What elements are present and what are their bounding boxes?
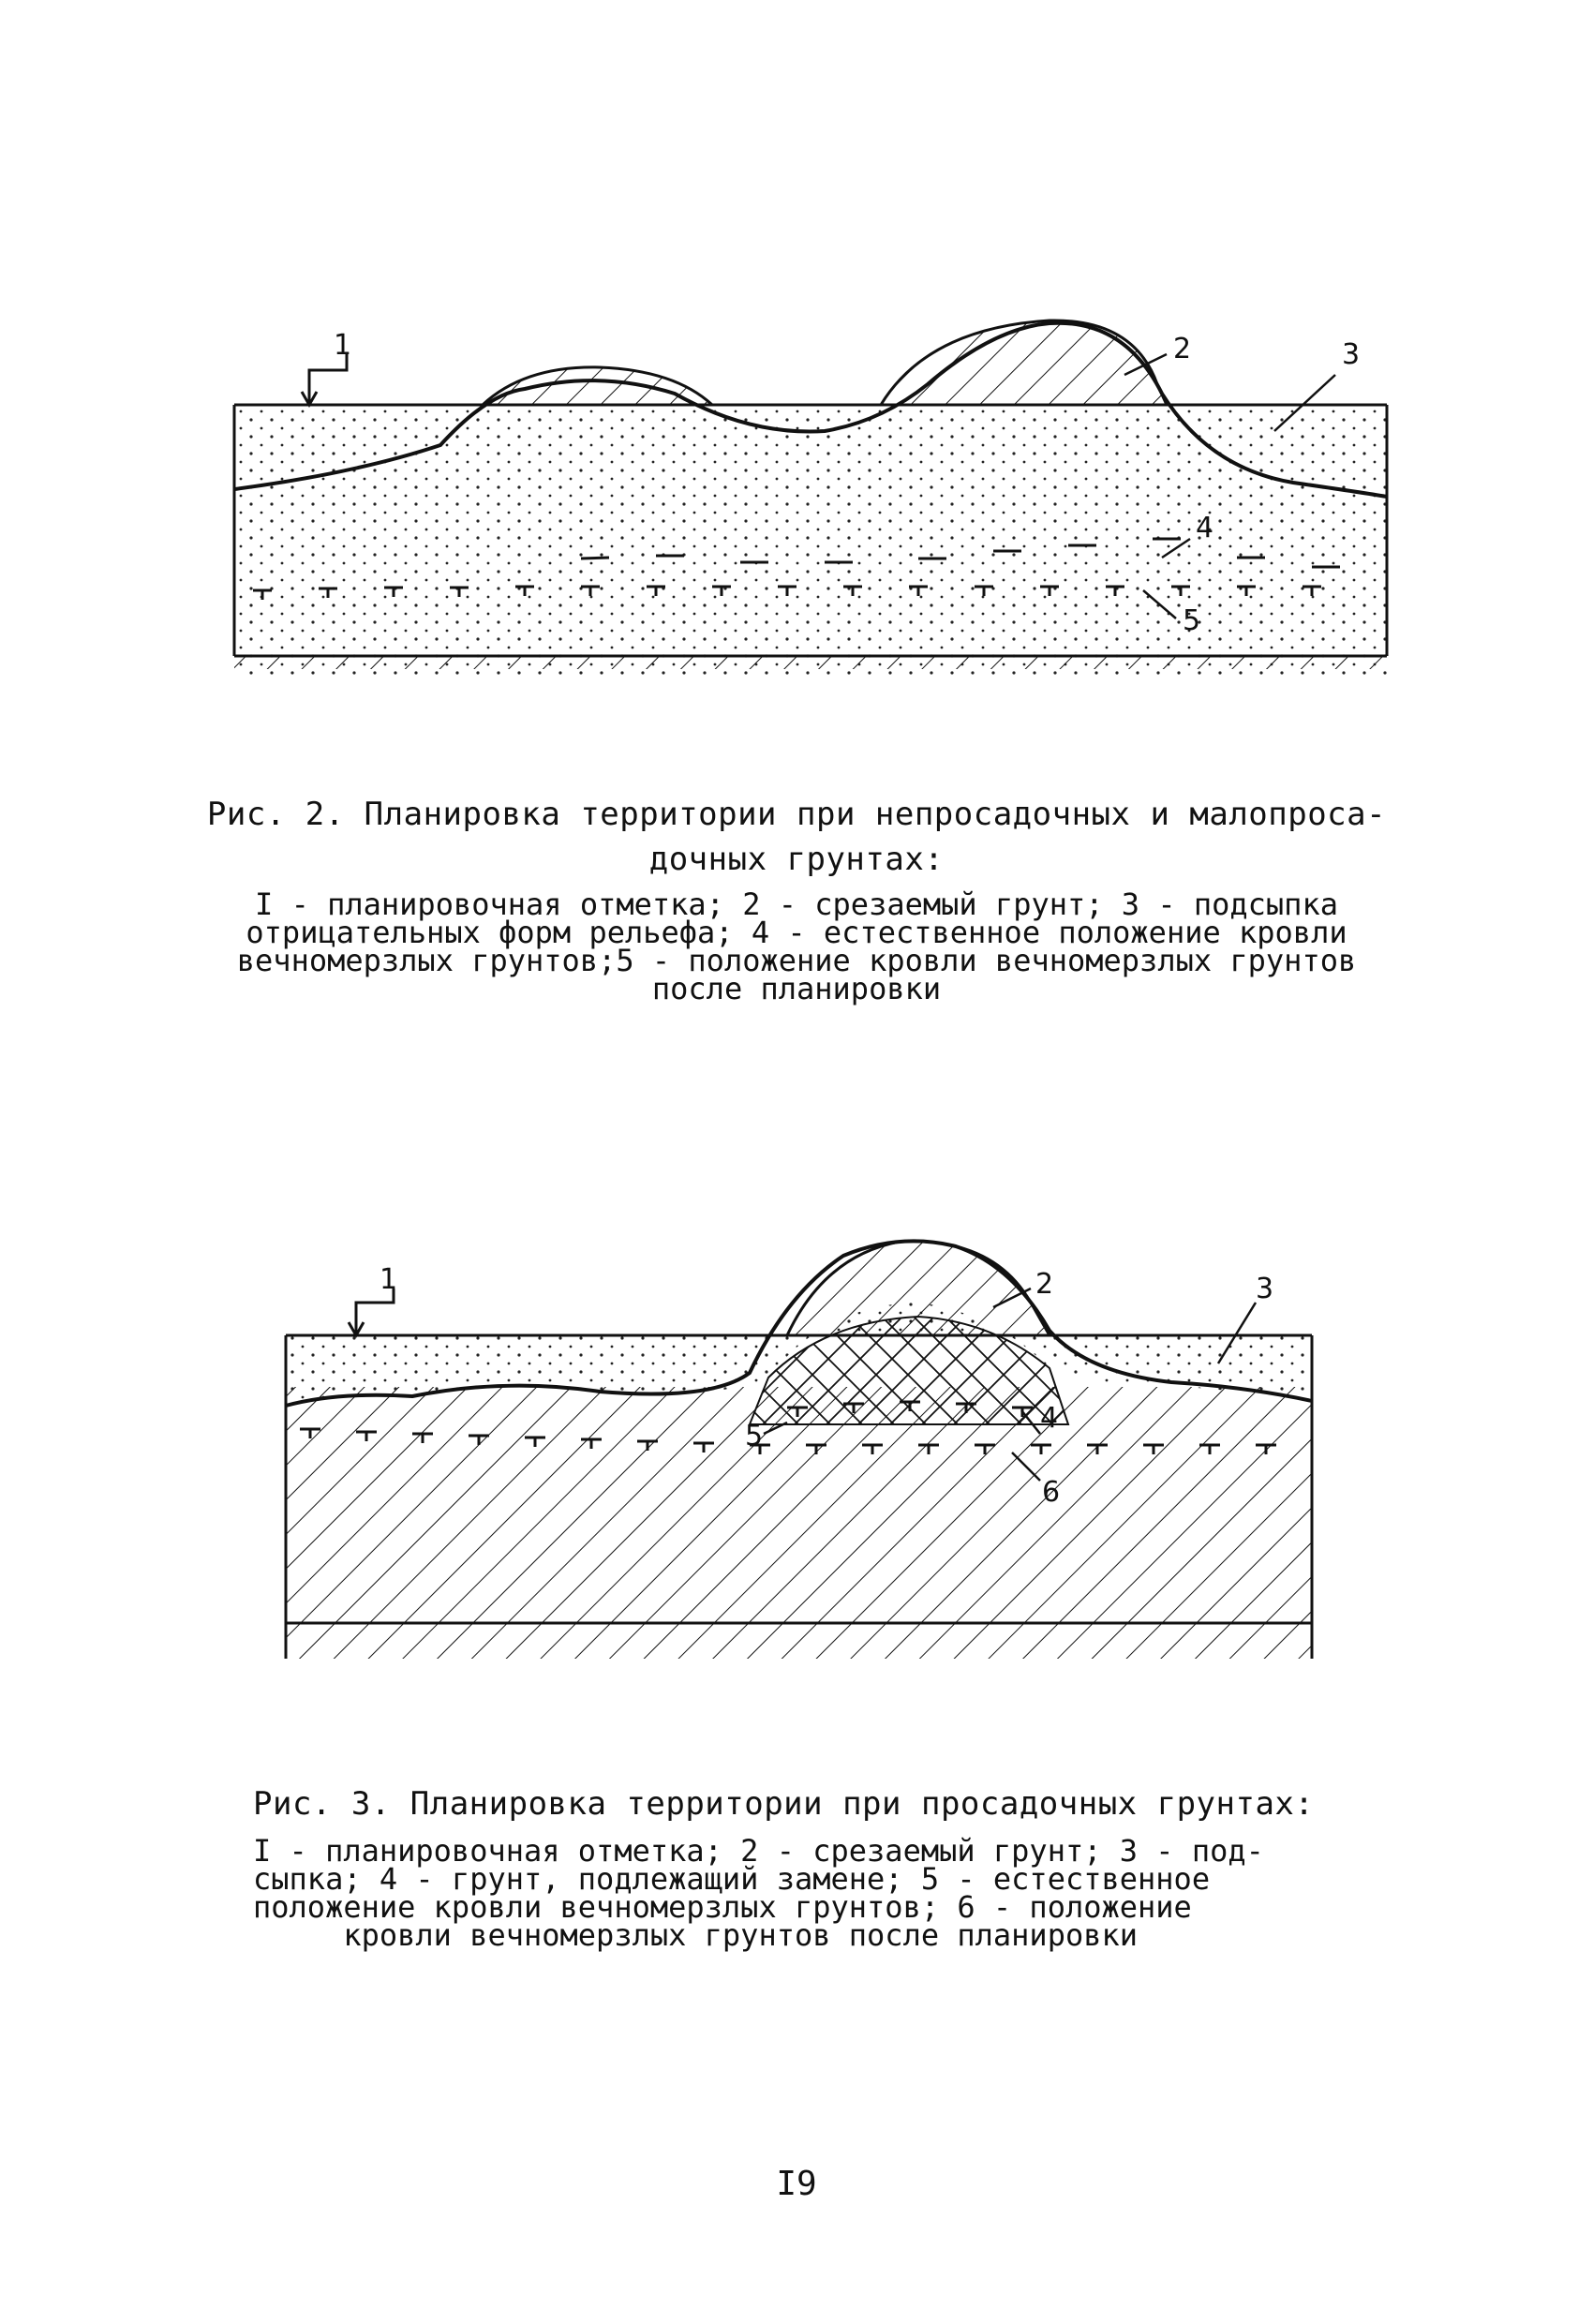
label-4: 4	[1196, 512, 1214, 544]
legend-line: кровли вечномерзлых грунтов после планировки	[253, 1917, 1139, 1953]
legend-line: I - планировочная отметка; 2 - срезаемый грунт; 3 - подсыпка	[255, 886, 1338, 922]
label-4: 4	[1040, 1402, 1059, 1435]
figure-2-legend	[192, 886, 1401, 1006]
label-5: 5	[1183, 604, 1201, 637]
figure-2-title-cont: дочных грунтах:	[648, 841, 945, 878]
label-1: 1	[334, 329, 352, 362]
label-6: 6	[1042, 1476, 1061, 1509]
figure-2-title: Рис. 2. Планировка территории при непросадочных и малопроса-	[206, 796, 1387, 833]
legend-line: после планировки	[651, 971, 942, 1006]
figure-3-title: Рис. 3. Планировка территории при просадочных грунтах:	[253, 1785, 1315, 1823]
page-number: I9	[776, 2165, 817, 2203]
label-3: 3	[1342, 338, 1361, 371]
planning-mark-symbol	[302, 354, 347, 405]
label-3: 3	[1256, 1273, 1274, 1305]
figure-3-legend	[253, 1833, 1359, 1953]
label-2: 2	[1173, 333, 1192, 365]
label-1: 1	[380, 1263, 398, 1296]
soil-section	[234, 405, 1387, 677]
soil-section	[286, 1303, 1312, 1659]
figure-2-diagram	[0, 281, 1593, 693]
legend-line: отрицательных форм рельефа; 4 - естественное положение кровли	[246, 915, 1347, 950]
label-2: 2	[1035, 1268, 1054, 1301]
figure-3-diagram	[0, 1199, 1593, 1668]
legend-line: сыпка; 4 - грунт, подлежащий замене; 5 - естественное	[253, 1861, 1211, 1897]
cut-soil	[787, 1242, 1050, 1335]
cut-soil	[483, 320, 1167, 405]
legend-line: положение кровли вечномерзлых грунтов; 6 - положение	[253, 1889, 1192, 1925]
legend-line: вечномерзлых грунтов;5 - положение кровли вечномерзлых грунтов	[236, 943, 1357, 978]
legend-line: I - планировочная отметка; 2 - срезаемый грунт; 3 - под-	[253, 1833, 1264, 1869]
label-5: 5	[745, 1420, 764, 1452]
